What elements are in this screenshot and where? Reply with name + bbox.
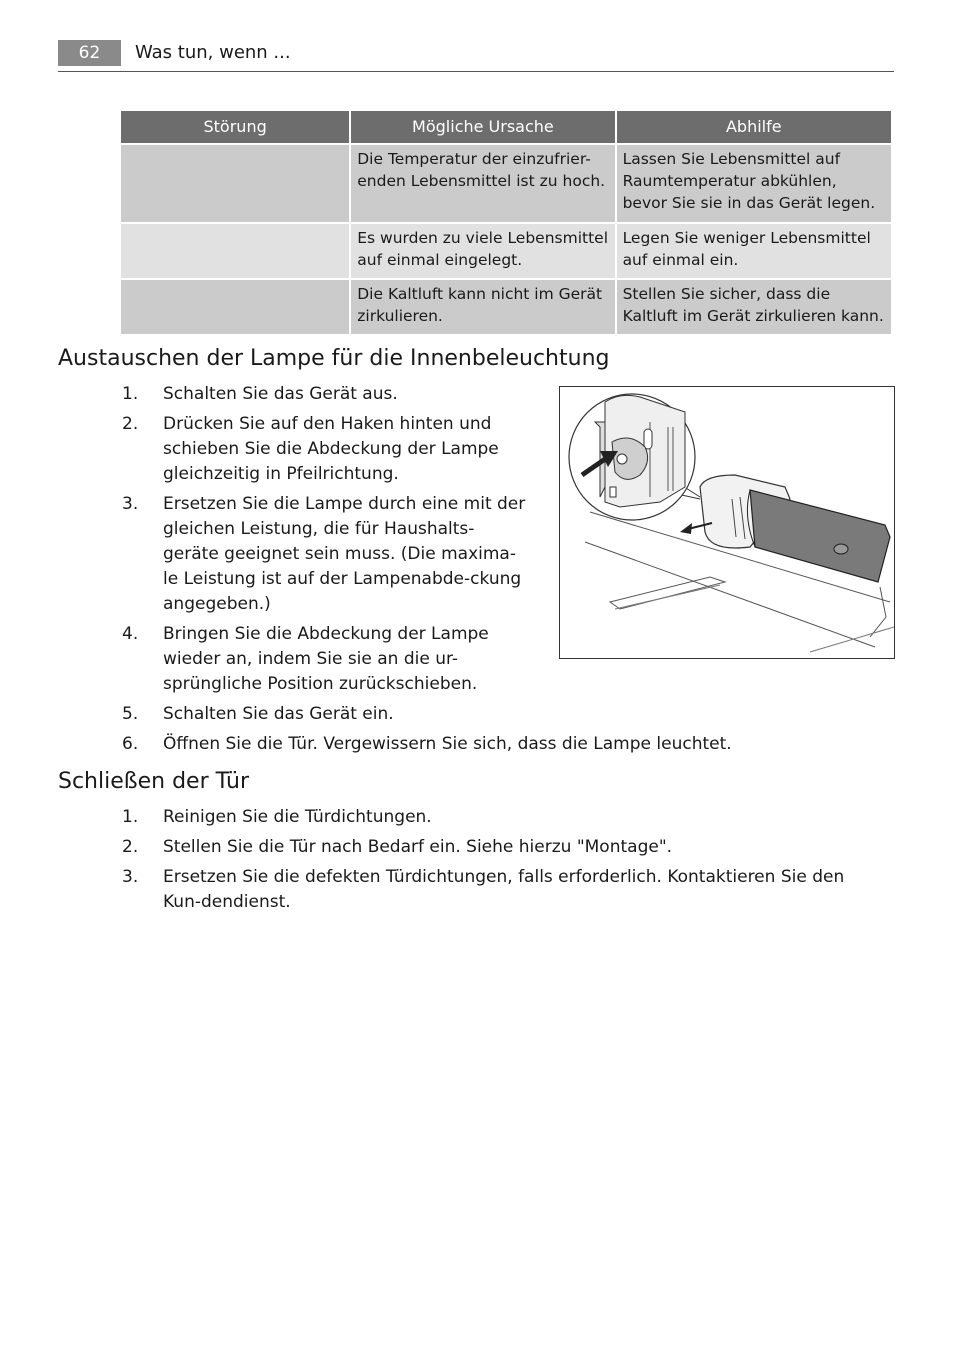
remedy-cell: Stellen Sie sicher, dass die Kaltluft im Gerät zirkulieren kann. [617, 280, 891, 334]
step-text: Drücken Sie auf den Haken hinten und schieben Sie die Abdeckung der Lampe gleichzeitig in Pfeilrichtung. [163, 414, 499, 484]
cause-cell: Es wurden zu viele Lebensmittel auf einmal eingelegt. [351, 224, 614, 278]
step-text: Schalten Sie das Gerät aus. [163, 384, 398, 404]
column-header-problem: Störung [121, 111, 349, 143]
step-text: Ersetzen Sie die defekten Türdichtungen, falls erforderlich. Kontaktieren Sie den Kun-dendienst. [163, 867, 845, 912]
step-number: 1. [122, 384, 139, 404]
remedy-cell: Legen Sie weniger Lebensmittel auf einmal ein. [617, 224, 891, 278]
problem-cell [121, 145, 349, 222]
column-header-remedy: Abhilfe [617, 111, 891, 143]
lamp-cover-illustration [559, 386, 895, 659]
step-text: Stellen Sie die Tür nach Bedarf ein. Siehe hierzu "Montage". [163, 837, 673, 857]
step-number: 2. [122, 837, 139, 857]
step-number: 1. [122, 807, 139, 827]
lamp-steps-list [0, 382, 530, 702]
lamp-section-heading: Austauschen der Lampe für die Innenbeleuchtung [58, 346, 610, 371]
step-number: 3. [122, 867, 139, 887]
page-header [58, 40, 894, 72]
page-number: 62 [58, 40, 121, 66]
lamp-cover-drawing [560, 387, 894, 658]
problem-cell [121, 224, 349, 278]
step-text: Schalten Sie das Gerät ein. [163, 704, 394, 724]
table-header-row [121, 111, 891, 143]
list-item [0, 622, 530, 697]
step-number: 3. [122, 494, 139, 514]
list-item [0, 865, 880, 915]
cause-cell: Die Temperatur der einzufrier-enden Lebensmittel ist zu hoch. [351, 145, 614, 222]
cause-cell: Die Kaltluft kann nicht im Gerät zirkulieren. [351, 280, 614, 334]
step-text: Öffnen Sie die Tür. Vergewissern Sie sich, dass die Lampe leuchtet. [163, 734, 732, 754]
step-text: Reinigen Sie die Türdichtungen. [163, 807, 432, 827]
list-item [0, 382, 530, 407]
table-row [121, 280, 891, 334]
step-number: 2. [122, 414, 139, 434]
list-item [0, 412, 530, 487]
step-number: 4. [122, 624, 139, 644]
door-steps-list [0, 805, 900, 920]
step-text: Bringen Sie die Abdeckung der Lampe wieder an, indem Sie sie an die ur-sprüngliche Position zurückschieben. [163, 624, 489, 694]
step-number: 5. [122, 704, 139, 724]
list-item [0, 732, 900, 757]
troubleshooting-table [119, 109, 893, 336]
list-item [0, 835, 900, 860]
door-section-heading: Schließen der Tür [58, 769, 250, 794]
step-number: 6. [122, 734, 139, 754]
list-item [0, 805, 900, 830]
list-item [0, 492, 530, 617]
problem-cell [121, 280, 349, 334]
list-item [0, 702, 900, 727]
running-section-title: Was tun, wenn ... [135, 42, 291, 63]
remedy-cell: Lassen Sie Lebensmittel auf Raumtemperatur abkühlen, bevor Sie sie in das Gerät legen. [617, 145, 891, 222]
column-header-cause: Mögliche Ursache [351, 111, 614, 143]
table-row [121, 224, 891, 278]
lamp-steps-list-continued [0, 702, 900, 762]
step-text: Ersetzen Sie die Lampe durch eine mit der gleichen Leistung, die für Haushalts-geräte geeignet sein muss. (Die maxima-le Leistung ist auf der Lampenabde-ckung angegeben.) [163, 494, 526, 614]
table-row [121, 145, 891, 222]
